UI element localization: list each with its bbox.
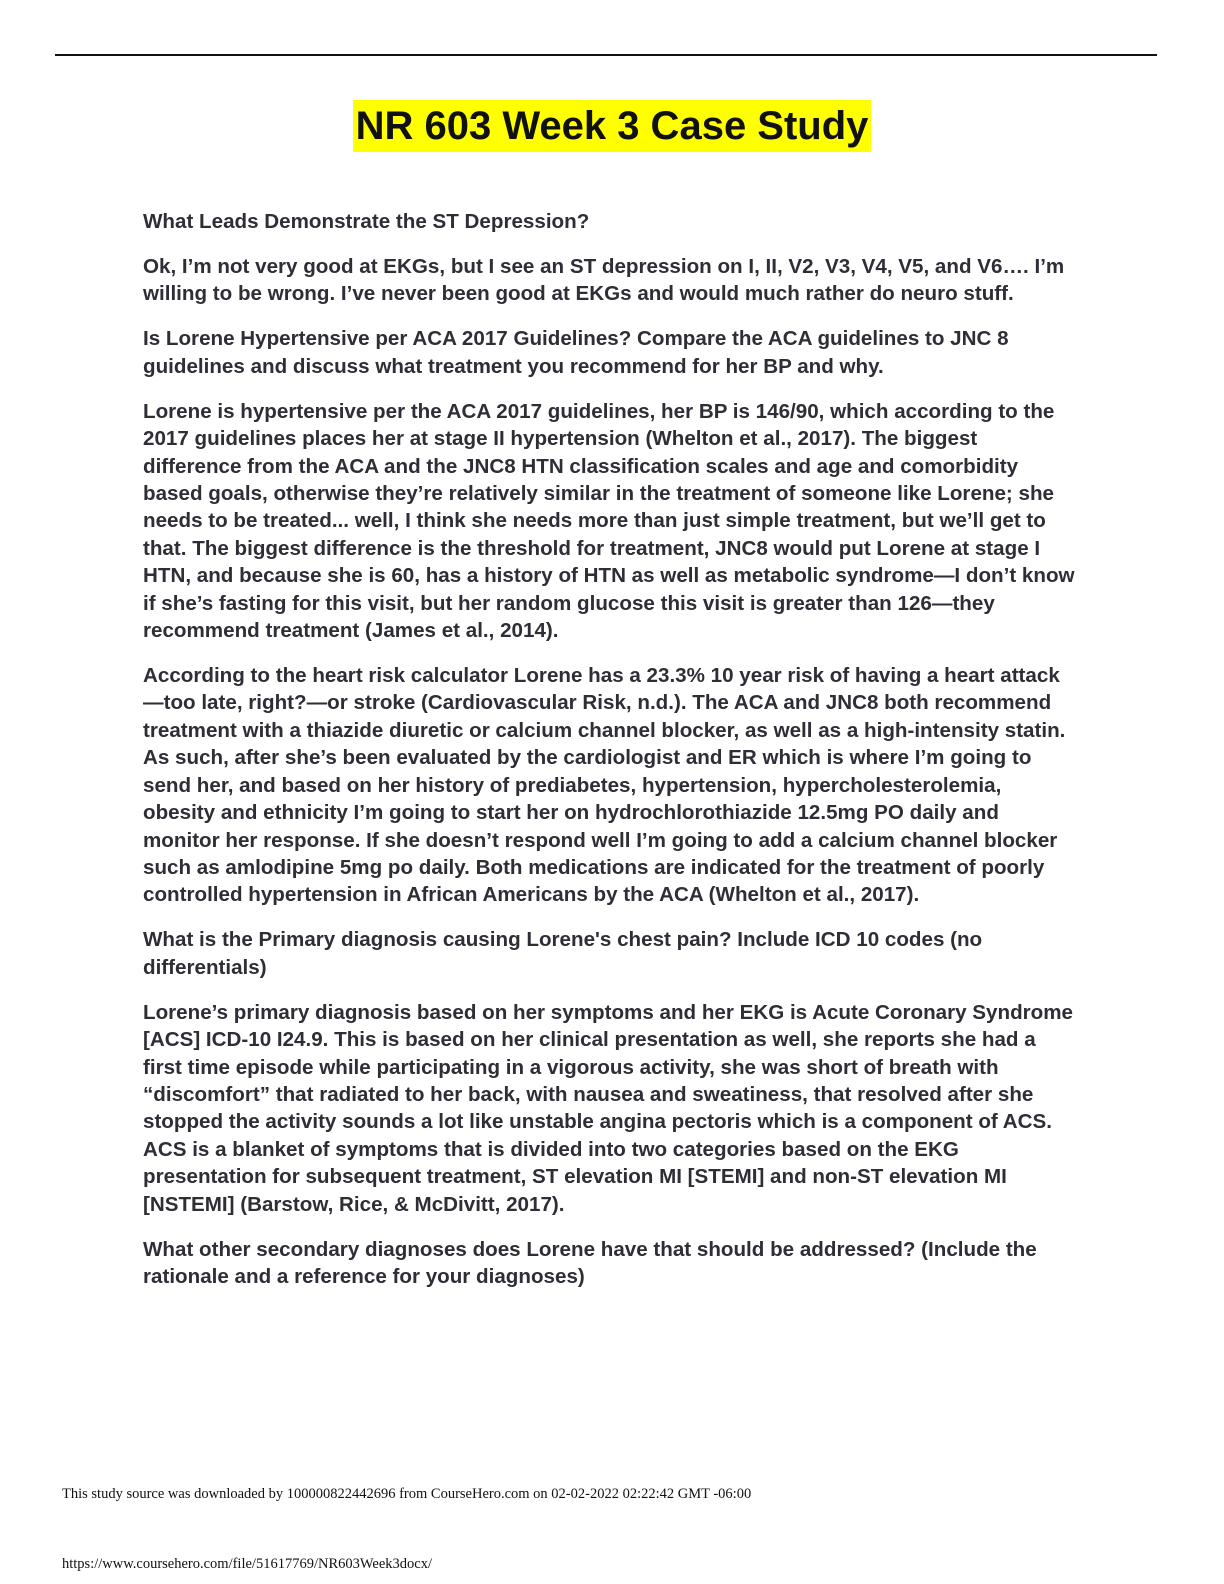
answer-primary-diagnosis: Lorene’s primary diagnosis based on her symptoms and her EKG is Acute Coronary Syndrome [ACS] ICD-10 I24.9. This is based on her clinical presentation as well, she reports she had a first time episode while participating in a vigorous activity, she was short of breath with “discomfort” that radiated to her back, with nausea and sweatiness, that resolved after she stopped the activity sounds a lot like unstable angina pectoris which is a component of ACS. ACS is a blanket of symptoms that is divided into two categories based on the EKG presentation for subsequent treatment, ST elevation MI [STEMI] and non-ST elevation MI [NSTEMI] (Barstow, Rice, & McDivitt, 2017). bbox=[143, 1000, 1074, 1216]
answer-risk-treatment: According to the heart risk calculator Lorene has a 23.3% 10 year risk of having a heart attack—too late, right?—or stroke (Cardiovascular Risk, n.d.). The ACA and JNC8 both recommend treatment with a thiazide diuretic or calcium channel blocker, as well as a high-intensity statin. As such, after she’s been evaluated by the cardiologist and ER which is where I’m going to send her, and based on her history of prediabetes, hypertension, hypercholesterolemia, obesity and ethnicity I’m going to start her on hydrochlorothiazide 12.5mg PO daily and monitor her response. If she doesn’t respond well I’m going to add a calcium channel blocker such as amlodipine 5mg po daily. Both medications are indicated for the treatment of poorly controlled hypertension in African Americans by the ACA (Whelton et al., 2017). bbox=[143, 664, 1066, 907]
top-rule bbox=[55, 54, 1157, 56]
answer-hypertension: Lorene is hypertensive per the ACA 2017 guidelines, her BP is 146/90, which according to the 2017 guidelines places her at stage II hypertension (Whelton et al., 2017). The biggest difference from the ACA and the JNC8 HTN classification scales and age and comorbidity based goals, otherwise they’re relatively similar in the treatment of someone like Lorene; she needs to be treated... well, I think she needs more than just simple treatment, but we’ll get to that. The biggest difference is the threshold for treatment, JNC8 would put Lorene at stage I HTN, and because she is 60, has a history of HTN as well as metabolic syndrome—I don’t know if she’s fasting for this visit, but her random glucose this visit is greater than 126—they recommend treatment (James et al., 2014). bbox=[143, 399, 1075, 643]
question-primary-diagnosis: What is the Primary diagnosis causing Lorene's chest pain? Include ICD 10 codes (no differentials) bbox=[143, 928, 983, 979]
download-notice: This study source was downloaded by 100000822442696 from CourseHero.com on 02-02-2022 02:22:42 GMT -06:00 bbox=[62, 1486, 752, 1502]
title-container bbox=[0, 100, 1224, 152]
document-title: NR 603 Week 3 Case Study bbox=[353, 100, 872, 152]
question-st-depression: What Leads Demonstrate the ST Depression? bbox=[143, 210, 590, 233]
source-url-link[interactable]: https://www.coursehero.com/file/51617769/NR603Week3docx/ bbox=[62, 1556, 432, 1572]
question-secondary-diagnoses: What other secondary diagnoses does Lorene have that should be addressed? (Include the rationale and a reference for your diagnoses) bbox=[143, 1237, 1037, 1288]
document-body bbox=[143, 208, 1078, 1308]
answer-st-depression: Ok, I’m not very good at EKGs, but I see an ST depression on I, II, V2, V3, V4, V5, and V6…. I’m willing to be wrong. I’ve never been good at EKGs and would much rather do neuro stuff. bbox=[143, 255, 1065, 306]
question-hypertension: Is Lorene Hypertensive per ACA 2017 Guidelines? Compare the ACA guidelines to JNC 8 guidelines and discuss what treatment you recommend for her BP and why. bbox=[143, 327, 1009, 378]
